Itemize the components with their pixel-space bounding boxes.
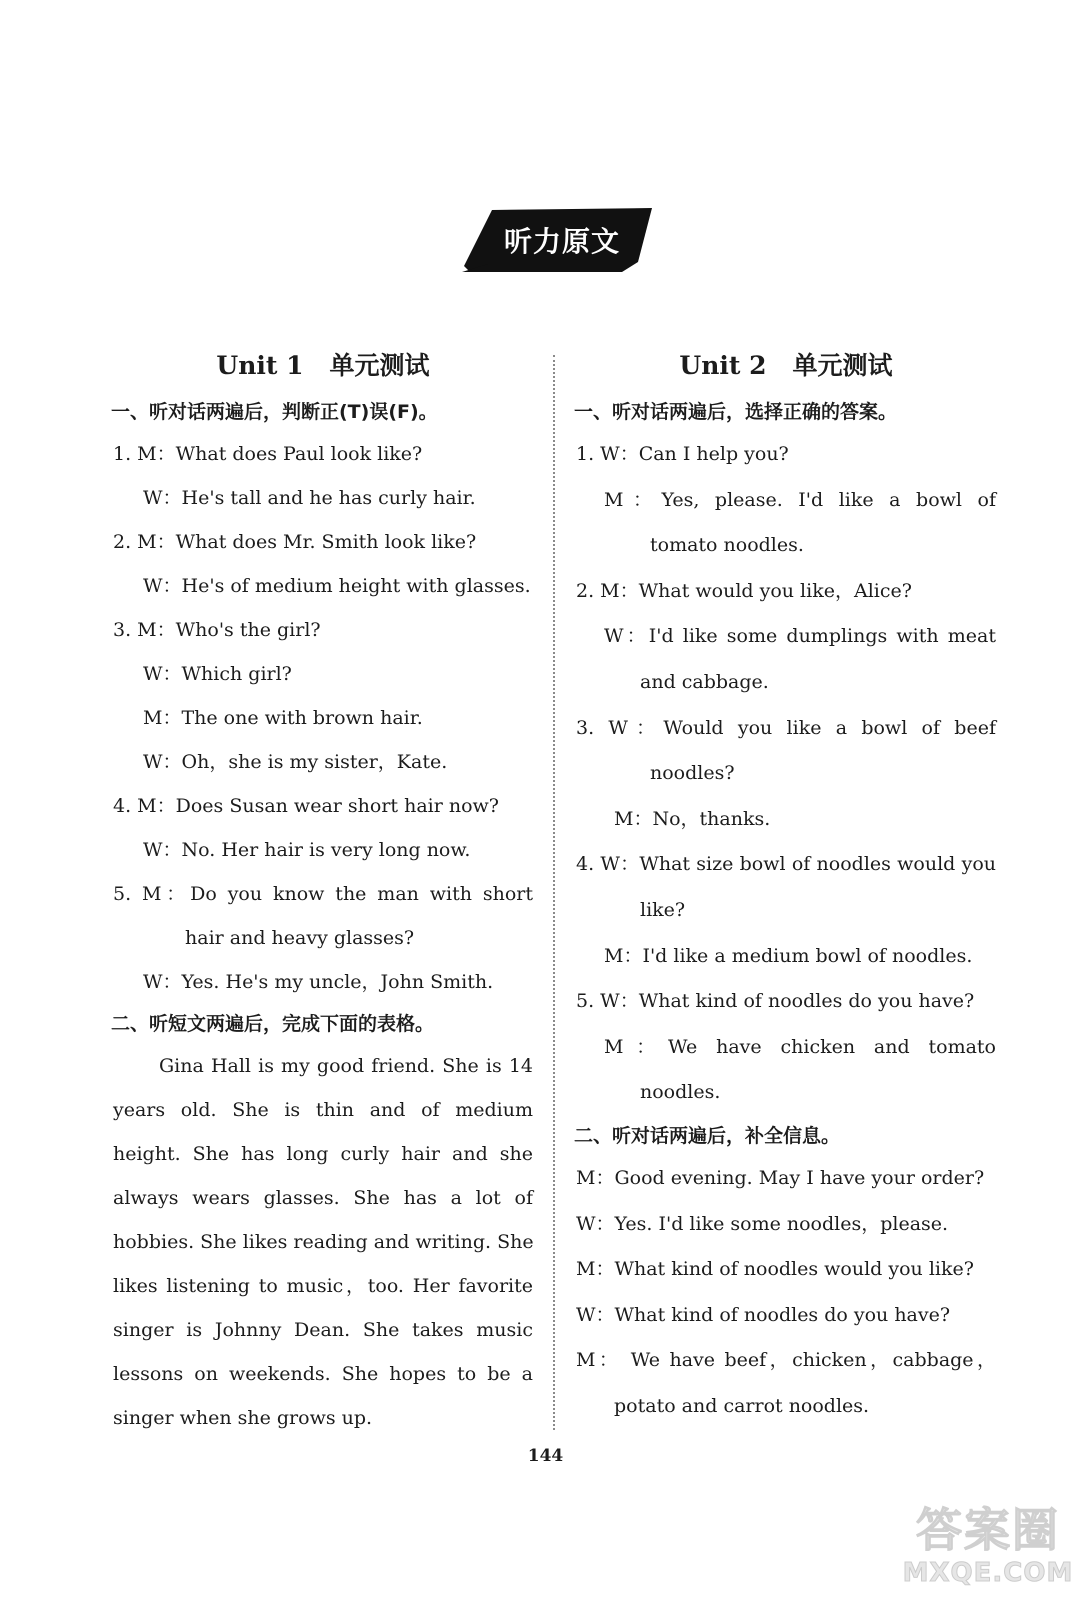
passage-line: lessons on weekends. She hopes to be a [113,1363,533,1385]
dialogue-line: 3. M：Who's the girl? [113,619,321,641]
dialogue-line: W：Oh，she is my sister，Kate. [143,751,448,773]
right-column [576,340,996,1429]
passage-line: always wears glasses. She has a lot of [113,1187,533,1209]
page-number: 144 [527,1446,564,1466]
unit-2-title [576,340,996,392]
dialogue-line: 4. M：Does Susan wear short hair now? [113,795,499,817]
passage-line: hobbies. She likes reading and writing. She [113,1231,534,1253]
unit-2-subtitle: 单元测试 [792,351,893,380]
dialogue-line: M： We have beef，chicken，cabbage， [576,1349,996,1372]
dialogue-line: 4. W：What size bowl of noodles would you [576,853,996,876]
dialogue-line: W：What kind of noodles do you have? [576,1303,951,1326]
section-banner [462,206,654,274]
dialogue-line: M：What kind of noodles would you like? [576,1258,974,1281]
dialogue-line: M：We have chicken and tomato [604,1035,996,1058]
unit-2-label: Unit 2 [679,351,767,380]
watermark-url: MXQE.COM [902,1558,1074,1588]
unit-2-section-2-title: 二、听对话两遍后，补全信息。 [574,1124,841,1147]
dialogue-line: M：Good evening. May I have your order? [576,1166,985,1189]
column-divider [553,355,555,1430]
unit-1-subtitle: 单元测试 [329,351,430,380]
passage-line: singer is Johnny Dean. She takes music [113,1319,533,1341]
dialogue-line: tomato noodles. [650,534,804,557]
dialogue-line: 1. M：What does Paul look like? [113,443,423,465]
passage-line: height. She has long curly hair and she [113,1143,533,1165]
unit-1-label: Unit 1 [216,351,304,380]
left-column [113,340,533,1440]
dialogue-line: W：He's tall and he has curly hair. [143,487,476,509]
dialogue-line: W：No. Her hair is very long now. [143,839,471,861]
dialogue-line: W：Yes. I'd like some noodles，please. [576,1212,949,1235]
dialogue-line: 2. M：What does Mr. Smith look like? [113,531,477,553]
dialogue-line: noodles. [640,1081,721,1104]
dialogue-line: hair and heavy glasses? [185,927,415,949]
dialogue-line: like? [640,898,686,921]
dialogue-line: W：Yes. He's my uncle，John Smith. [143,971,494,993]
dialogue-line: M：I'd like a medium bowl of noodles. [604,944,973,967]
dialogue-line: M：Yes, please. I'd like a bowl of [604,488,996,511]
dialogue-line: W：I'd like some dumplings with meat [604,625,996,648]
unit-1-title [113,340,533,392]
dialogue-line: 5. W：What kind of noodles do you have? [576,990,975,1013]
dialogue-line: M：No，thanks. [614,807,771,830]
dialogue-line: 2. M：What would you like，Alice? [576,579,912,602]
dialogue-line: 1. W：Can I help you? [576,443,789,465]
dialogue-line: W：Which girl? [143,663,292,685]
watermark-text: 答案圈 [916,1503,1060,1557]
watermark-logo [898,1494,1078,1594]
dialogue-line: M：The one with brown hair. [143,707,423,729]
passage-line: singer when she grows up. [113,1407,373,1429]
dialogue-line: noodles? [650,762,735,785]
unit-1-section-2-title: 二、听短文两遍后，完成下面的表格。 [111,1013,435,1035]
dialogue-line: 5. M：Do you know the man with short [113,883,533,905]
passage-line: likes listening to music，too. Her favorite [113,1275,533,1297]
dialogue-line: 3. W：Would you like a bowl of beef [576,716,996,739]
dialogue-line: and cabbage. [640,670,769,693]
dialogue-line: W：He's of medium height with glasses. [143,575,531,597]
dialogue-line: potato and carrot noodles. [614,1394,870,1417]
unit-2-section-1-title: 一、听对话两遍后，选择正确的答案。 [574,401,898,423]
unit-1-section-1-title: 一、听对话两遍后，判断正(T)误(F)。 [111,401,438,423]
passage-line: Gina Hall is my good friend. She is 14 [159,1055,533,1077]
banner-title: 听力原文 [503,225,620,258]
passage-line: years old. She is thin and of medium [113,1099,533,1121]
